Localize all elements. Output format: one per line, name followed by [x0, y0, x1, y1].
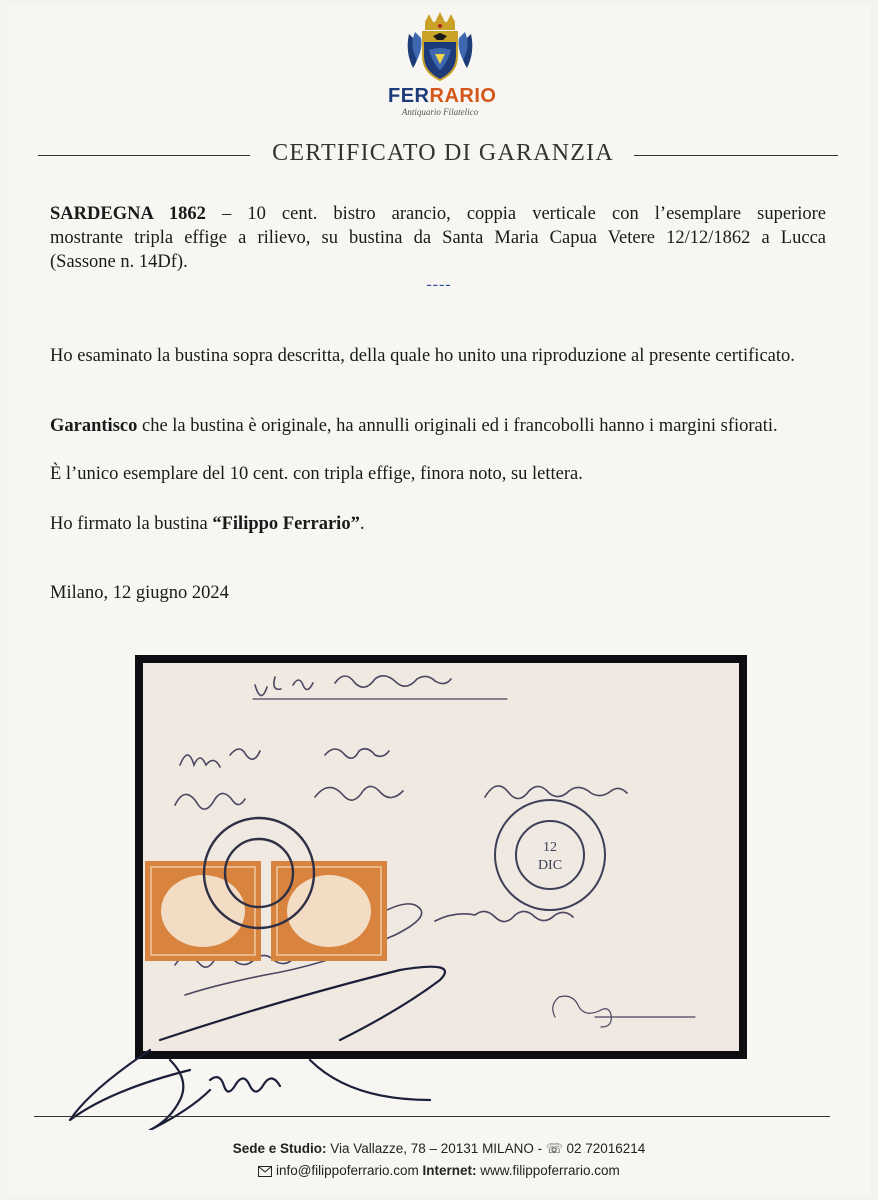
description-line2: mostrante tripla effige a rilievo, su bustina da Santa Maria Capua Vetere 12/12/1862 a Lucca	[50, 228, 826, 248]
brand-tagline: Antiquario Filatelico	[401, 107, 479, 117]
description-line1: – 10 cent. bistro arancio, coppia verticale con l’esemplare superiore	[205, 204, 826, 224]
phone-icon: ☏	[545, 1141, 563, 1156]
internet-label: Internet:	[422, 1163, 477, 1178]
website-link[interactable]: www.filippoferrario.com	[480, 1163, 620, 1178]
handwritten-signature	[60, 950, 480, 1130]
svg-text:DIC: DIC	[537, 858, 563, 873]
signed-text: Ho firmato la bustina	[50, 514, 213, 534]
address-label: Sede e Studio:	[232, 1141, 327, 1156]
title-rule-left	[38, 155, 250, 156]
title-row	[38, 140, 838, 170]
signed-period: .	[359, 514, 365, 534]
email-link[interactable]: info@filippoferrario.com	[275, 1163, 419, 1178]
footer-contacts	[0, 1163, 878, 1178]
coat-of-arms-icon	[403, 12, 477, 84]
mail-icon	[258, 1166, 272, 1177]
title-rule-right	[634, 155, 838, 156]
description-line3: (Sassone n. 14Df).	[50, 252, 188, 272]
guarantee-text: che la bustina è originale, ha annulli originali ed i francobolli hanno i margini sfiorati.	[137, 416, 778, 436]
svg-text:12: 12	[543, 840, 557, 855]
guarantee-lead: Garantisco	[50, 416, 138, 436]
phone-number: 02 72016214	[562, 1141, 646, 1156]
footer-rule	[34, 1116, 830, 1117]
ferrario-logo	[388, 12, 497, 124]
examination-paragraph: Ho esaminato la bustina sopra descritta, della quale ho unito una riproduzione al presente certificato.	[50, 346, 795, 366]
footer-address	[0, 1141, 878, 1157]
unique-paragraph: È l’unico esemplare del 10 cent. con tripla effige, finora noto, su lettera.	[50, 464, 583, 484]
certificate-title: CERTIFICATO DI GARANZIA	[272, 140, 614, 166]
separator: ----	[426, 276, 452, 293]
signed-paragraph	[50, 512, 826, 536]
item-title: SARDEGNA 1862	[50, 204, 206, 224]
signed-name: “Filippo Ferrario”	[212, 514, 360, 534]
guarantee-paragraph	[50, 414, 826, 438]
place-date: Milano, 12 giugno 2024	[50, 583, 229, 603]
stamp-pair	[145, 861, 387, 961]
brand-name: FERRARIO	[388, 85, 497, 107]
address-text: Via Vallazze, 78 – 20131 MILANO -	[326, 1141, 546, 1156]
item-description	[50, 202, 826, 274]
postmark-right	[495, 800, 605, 910]
